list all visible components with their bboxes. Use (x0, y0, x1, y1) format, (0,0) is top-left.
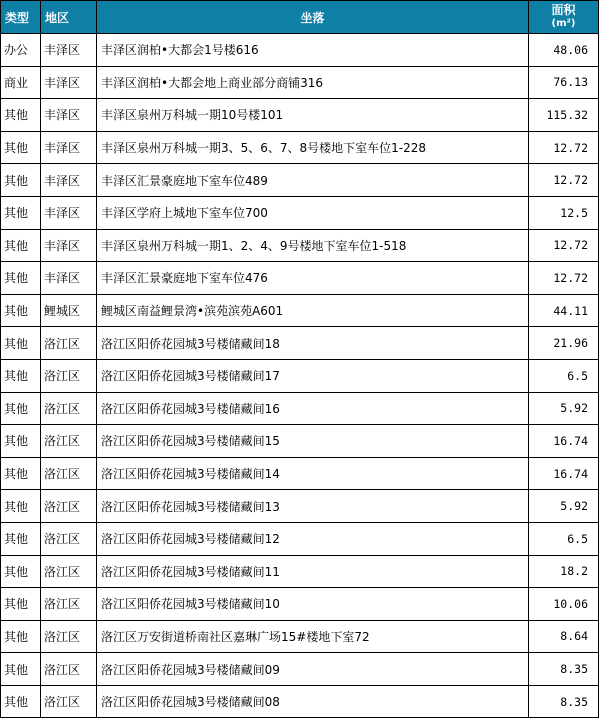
cell-district: 洛江区 (41, 555, 97, 588)
cell-type: 其他 (1, 99, 41, 132)
cell-location: 丰泽区泉州万科城一期1、2、4、9号楼地下室车位1-518 (97, 229, 529, 262)
cell-area: 12.72 (529, 131, 599, 164)
cell-type: 其他 (1, 131, 41, 164)
cell-type: 其他 (1, 229, 41, 262)
cell-district: 洛江区 (41, 490, 97, 523)
cell-area: 12.72 (529, 229, 599, 262)
cell-district: 洛江区 (41, 392, 97, 425)
cell-district: 洛江区 (41, 620, 97, 653)
cell-district: 丰泽区 (41, 196, 97, 229)
cell-area: 8.35 (529, 685, 599, 718)
table-body (1, 34, 599, 718)
cell-district: 洛江区 (41, 653, 97, 686)
table-row (1, 229, 599, 262)
cell-location: 丰泽区润柏•大都会1号楼616 (97, 34, 529, 67)
cell-location: 丰泽区泉州万科城一期3、5、6、7、8号楼地下室车位1-228 (97, 131, 529, 164)
cell-type: 其他 (1, 392, 41, 425)
cell-area: 5.92 (529, 490, 599, 523)
cell-type: 商业 (1, 66, 41, 99)
cell-location: 丰泽区润柏•大都会地上商业部分商铺316 (97, 66, 529, 99)
cell-location: 丰泽区汇景豪庭地下室车位476 (97, 262, 529, 295)
header-area-unit: (m²) (551, 18, 576, 29)
cell-district: 洛江区 (41, 327, 97, 360)
cell-location: 洛江区阳侨花园城3号楼储藏间08 (97, 685, 529, 718)
cell-type: 其他 (1, 196, 41, 229)
cell-location: 洛江区阳侨花园城3号楼储藏间17 (97, 359, 529, 392)
cell-district: 洛江区 (41, 685, 97, 718)
cell-area: 76.13 (529, 66, 599, 99)
cell-area: 21.96 (529, 327, 599, 360)
table-row (1, 196, 599, 229)
cell-area: 16.74 (529, 457, 599, 490)
table-row (1, 425, 599, 458)
cell-location: 洛江区阳侨花园城3号楼储藏间12 (97, 522, 529, 555)
cell-location: 洛江区阳侨花园城3号楼储藏间15 (97, 425, 529, 458)
table-row (1, 685, 599, 718)
table-row (1, 327, 599, 360)
cell-location: 洛江区阳侨花园城3号楼储藏间09 (97, 653, 529, 686)
cell-location: 洛江区阳侨花园城3号楼储藏间16 (97, 392, 529, 425)
table-row (1, 66, 599, 99)
cell-district: 洛江区 (41, 522, 97, 555)
table-row (1, 522, 599, 555)
table-row (1, 164, 599, 197)
cell-district: 洛江区 (41, 359, 97, 392)
cell-district: 丰泽区 (41, 34, 97, 67)
cell-type: 其他 (1, 164, 41, 197)
cell-location: 洛江区阳侨花园城3号楼储藏间10 (97, 588, 529, 621)
cell-type: 办公 (1, 34, 41, 67)
cell-type: 其他 (1, 653, 41, 686)
cell-type: 其他 (1, 359, 41, 392)
table-row (1, 457, 599, 490)
header-location: 坐落 (97, 1, 529, 34)
cell-district: 洛江区 (41, 588, 97, 621)
cell-type: 其他 (1, 262, 41, 295)
cell-district: 丰泽区 (41, 131, 97, 164)
table-row (1, 588, 599, 621)
header-area-label: 面积 (551, 3, 576, 17)
cell-area: 16.74 (529, 425, 599, 458)
table-header (1, 1, 599, 34)
cell-location: 丰泽区汇景豪庭地下室车位489 (97, 164, 529, 197)
cell-district: 洛江区 (41, 457, 97, 490)
cell-location: 丰泽区学府上城地下室车位700 (97, 196, 529, 229)
header-district: 地区 (41, 1, 97, 34)
table-row (1, 99, 599, 132)
cell-type: 其他 (1, 294, 41, 327)
cell-location: 丰泽区泉州万科城一期10号楼101 (97, 99, 529, 132)
header-type: 类型 (1, 1, 41, 34)
cell-area: 8.35 (529, 653, 599, 686)
cell-area: 12.5 (529, 196, 599, 229)
cell-type: 其他 (1, 522, 41, 555)
cell-district: 丰泽区 (41, 229, 97, 262)
cell-district: 丰泽区 (41, 66, 97, 99)
cell-location: 洛江区阳侨花园城3号楼储藏间13 (97, 490, 529, 523)
cell-type: 其他 (1, 490, 41, 523)
cell-type: 其他 (1, 588, 41, 621)
cell-type: 其他 (1, 555, 41, 588)
cell-area: 6.5 (529, 522, 599, 555)
cell-area: 6.5 (529, 359, 599, 392)
cell-district: 丰泽区 (41, 99, 97, 132)
table-row (1, 490, 599, 523)
cell-location: 洛江区阳侨花园城3号楼储藏间11 (97, 555, 529, 588)
cell-type: 其他 (1, 685, 41, 718)
cell-area: 12.72 (529, 262, 599, 295)
cell-district: 洛江区 (41, 425, 97, 458)
header-row (1, 1, 599, 34)
cell-area: 18.2 (529, 555, 599, 588)
header-area (529, 1, 599, 34)
cell-area: 5.92 (529, 392, 599, 425)
table-row (1, 131, 599, 164)
cell-area: 8.64 (529, 620, 599, 653)
cell-district: 丰泽区 (41, 164, 97, 197)
cell-type: 其他 (1, 620, 41, 653)
cell-location: 洛江区阳侨花园城3号楼储藏间18 (97, 327, 529, 360)
table-row (1, 34, 599, 67)
table-row (1, 620, 599, 653)
cell-location: 洛江区阳侨花园城3号楼储藏间14 (97, 457, 529, 490)
table-row (1, 294, 599, 327)
cell-type: 其他 (1, 425, 41, 458)
cell-location: 洛江区万安街道桥南社区嘉琳广场15#楼地下室72 (97, 620, 529, 653)
cell-area: 12.72 (529, 164, 599, 197)
cell-district: 鲤城区 (41, 294, 97, 327)
cell-type: 其他 (1, 327, 41, 360)
table-row (1, 555, 599, 588)
cell-district: 丰泽区 (41, 262, 97, 295)
cell-area: 10.06 (529, 588, 599, 621)
cell-area: 44.11 (529, 294, 599, 327)
table-row (1, 392, 599, 425)
cell-location: 鲤城区南益鲤景湾•滨苑滨苑A601 (97, 294, 529, 327)
cell-type: 其他 (1, 457, 41, 490)
table-row (1, 359, 599, 392)
cell-area: 48.06 (529, 34, 599, 67)
cell-area: 115.32 (529, 99, 599, 132)
table-row (1, 262, 599, 295)
table-row (1, 653, 599, 686)
